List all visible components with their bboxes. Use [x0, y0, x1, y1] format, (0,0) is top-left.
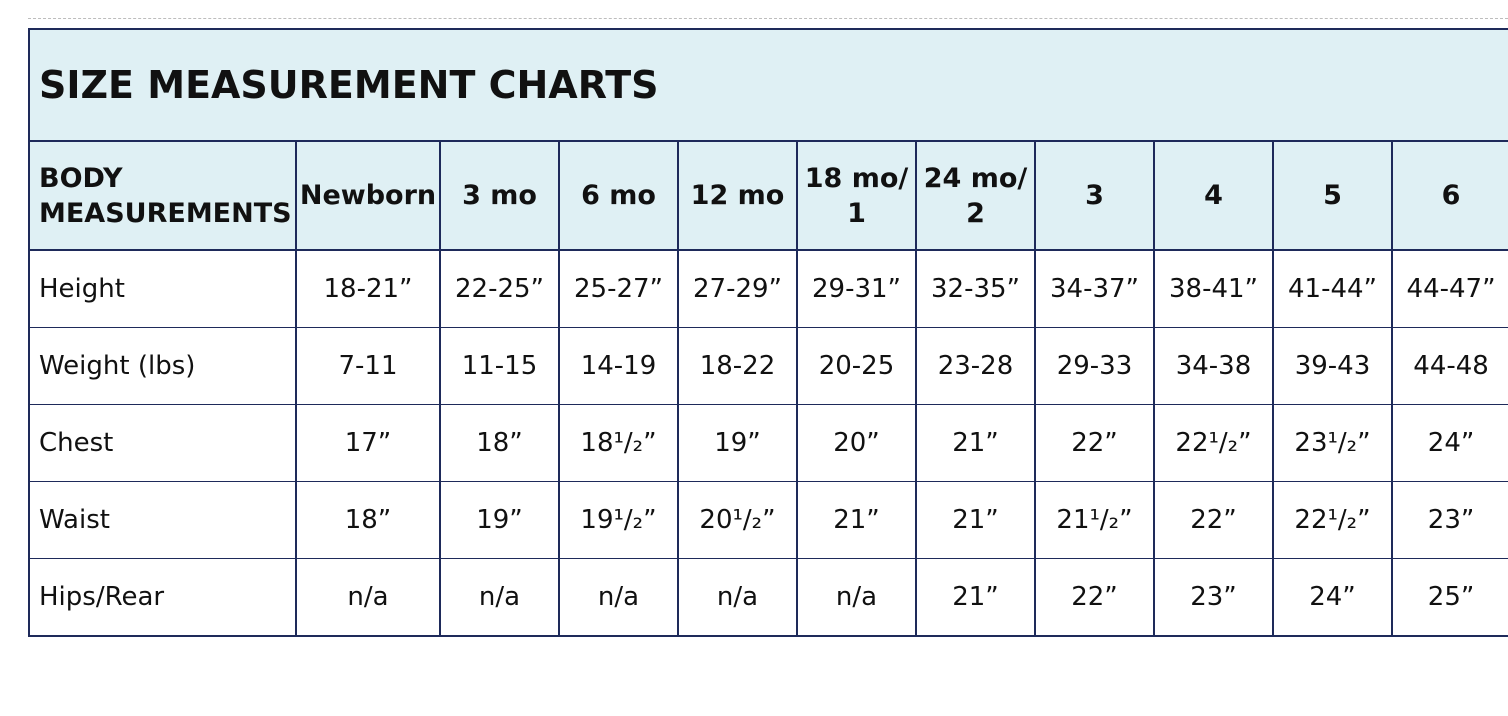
table-cell: 34-38 [1154, 328, 1273, 405]
row-label: Chest [29, 405, 296, 482]
table-cell: 19” [440, 482, 559, 559]
size-measurement-table [28, 28, 1508, 637]
table-cell: 25” [1392, 559, 1508, 637]
table-cell: 25-27” [559, 250, 678, 328]
row-label: Height [29, 250, 296, 328]
table-cell: 22” [1035, 559, 1154, 637]
header-body-measurements: BODY MEASUREMENTS [29, 141, 296, 250]
table-cell: 18” [296, 482, 440, 559]
table-cell: 44-48 [1392, 328, 1508, 405]
table-cell: 20-25 [797, 328, 916, 405]
header-size: 4 [1154, 141, 1273, 250]
table-cell: 22¹/₂” [1154, 405, 1273, 482]
table-cell: 21” [916, 559, 1035, 637]
table-cell: 34-37” [1035, 250, 1154, 328]
table-cell: n/a [559, 559, 678, 637]
table-cell: 21” [916, 405, 1035, 482]
row-label: Waist [29, 482, 296, 559]
header-size: 12 mo [678, 141, 797, 250]
table-row [29, 250, 1508, 328]
table-cell: 18” [440, 405, 559, 482]
table-cell: 18¹/₂” [559, 405, 678, 482]
table-cell: 18-22 [678, 328, 797, 405]
table-cell: 22” [1154, 482, 1273, 559]
table-cell: 41-44” [1273, 250, 1392, 328]
table-cell: 24” [1273, 559, 1392, 637]
table-cell: 21¹/₂” [1035, 482, 1154, 559]
table-cell: 29-31” [797, 250, 916, 328]
table-cell: 29-33 [1035, 328, 1154, 405]
table-row [29, 328, 1508, 405]
table-row [29, 559, 1508, 637]
table-row [29, 482, 1508, 559]
header-size: Newborn [296, 141, 440, 250]
table-cell: 23¹/₂” [1273, 405, 1392, 482]
table-cell: 23” [1392, 482, 1508, 559]
header-size: 3 mo [440, 141, 559, 250]
table-cell: 19” [678, 405, 797, 482]
header-size: 3 [1035, 141, 1154, 250]
table-row [29, 405, 1508, 482]
table-cell: 20¹/₂” [678, 482, 797, 559]
table-cell: n/a [678, 559, 797, 637]
table-cell: 22” [1035, 405, 1154, 482]
row-label: Weight (lbs) [29, 328, 296, 405]
table-cell: 38-41” [1154, 250, 1273, 328]
table-title-row [29, 29, 1508, 141]
table-cell: n/a [797, 559, 916, 637]
table-cell: 24” [1392, 405, 1508, 482]
dashed-divider [28, 18, 1508, 19]
table-cell: 39-43 [1273, 328, 1392, 405]
table-cell: 11-15 [440, 328, 559, 405]
table-cell: 18-21” [296, 250, 440, 328]
table-cell: 22¹/₂” [1273, 482, 1392, 559]
table-cell: 21” [797, 482, 916, 559]
table-cell: 27-29” [678, 250, 797, 328]
table-cell: 17” [296, 405, 440, 482]
table-cell: 22-25” [440, 250, 559, 328]
table-cell: 7-11 [296, 328, 440, 405]
table-cell: 21” [916, 482, 1035, 559]
table-cell: n/a [296, 559, 440, 637]
table-cell: 23-28 [916, 328, 1035, 405]
header-size: 6 mo [559, 141, 678, 250]
table-cell: 20” [797, 405, 916, 482]
table-cell: n/a [440, 559, 559, 637]
table-cell: 32-35” [916, 250, 1035, 328]
table-header-row [29, 141, 1508, 250]
header-size: 6 [1392, 141, 1508, 250]
header-size: 5 [1273, 141, 1392, 250]
table-cell: 19¹/₂” [559, 482, 678, 559]
table-cell: 14-19 [559, 328, 678, 405]
table-cell: 44-47” [1392, 250, 1508, 328]
header-size: 24 mo/ 2 [916, 141, 1035, 250]
table-cell: 23” [1154, 559, 1273, 637]
table-title: SIZE MEASUREMENT CHARTS [29, 29, 1508, 141]
header-size: 18 mo/ 1 [797, 141, 916, 250]
row-label: Hips/Rear [29, 559, 296, 637]
